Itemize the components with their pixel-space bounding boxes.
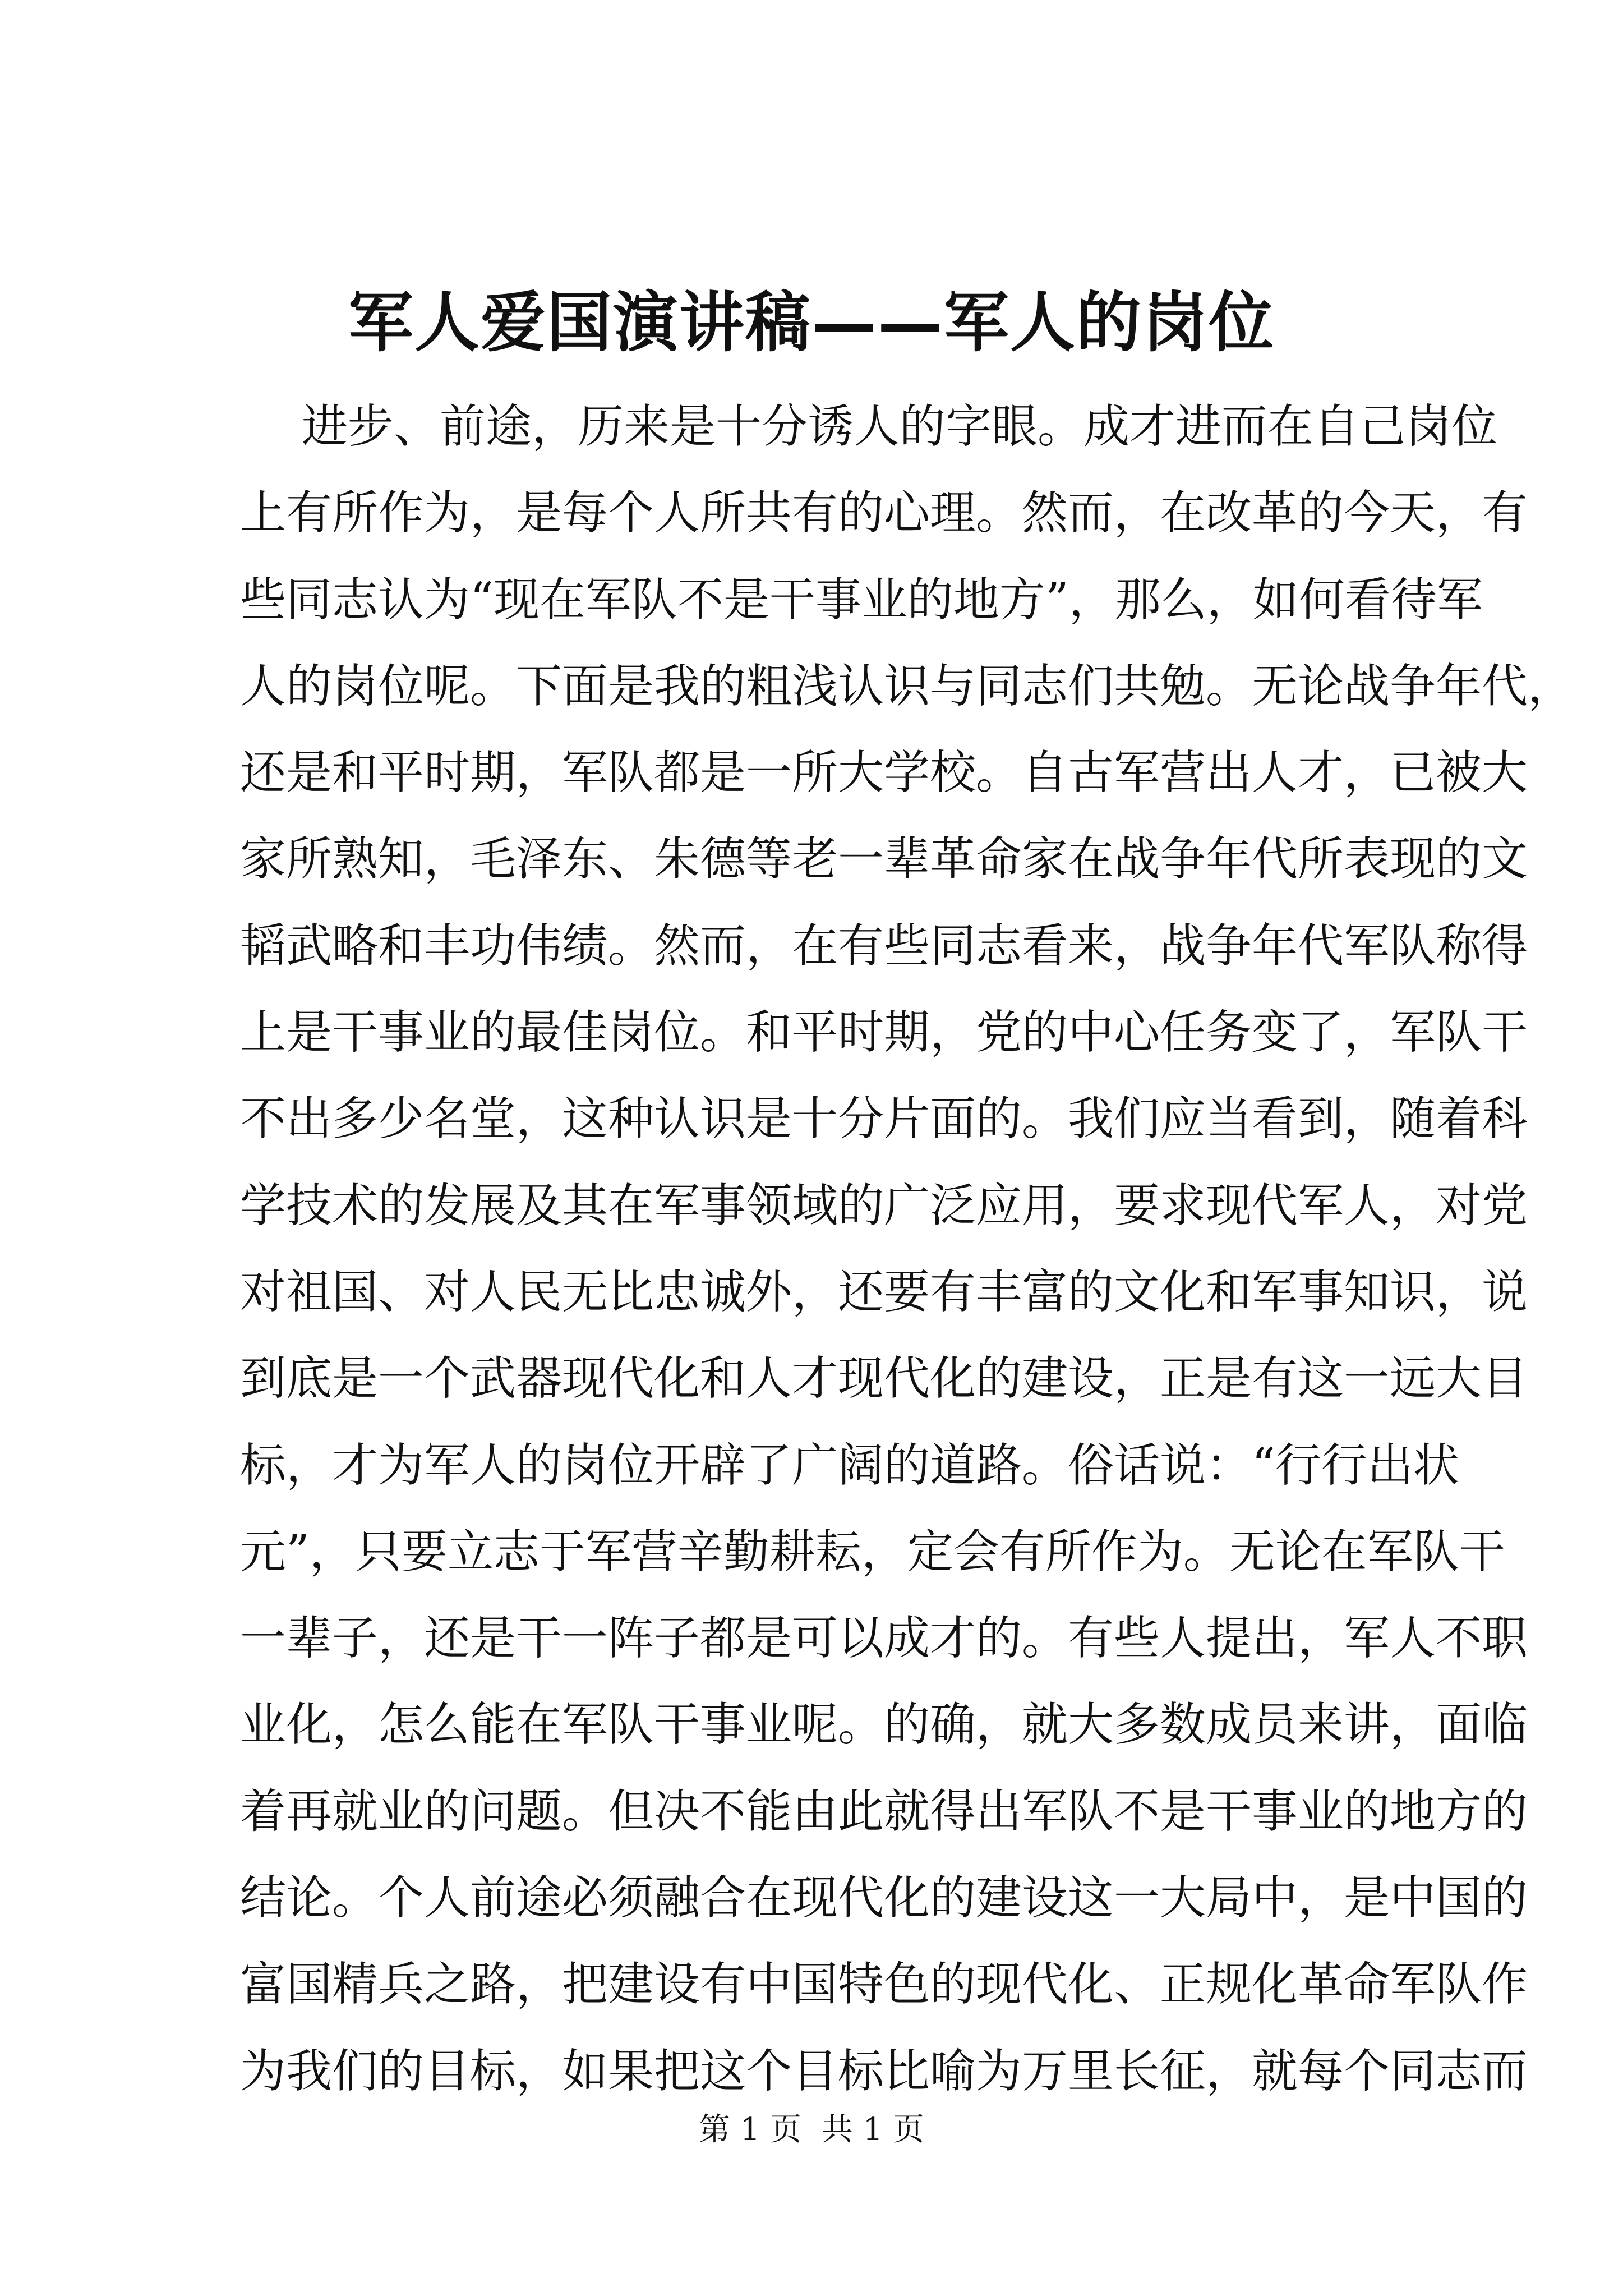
- body-line: 不出多少名堂，这种认识是十分片面的。我们应当看到，随着科: [240, 1092, 1528, 1146]
- body-line: 人的岗位呢。下面是我的粗浅认识与同志们共勉。无论战争年代，: [240, 659, 1574, 713]
- body-line: 学技术的发展及其在军事领域的广泛应用，要求现代军人，对党: [240, 1179, 1528, 1232]
- page-footer: 第 1 页 共 1 页: [698, 2111, 925, 2148]
- body-line: 富国精兵之路，把建设有中国特色的现代化、正规化革命军队作: [240, 1958, 1528, 2012]
- body-line: 韬武略和丰功伟绩。然而，在有些同志看来，战争年代军队称得: [240, 919, 1528, 973]
- body-line: 业化，怎么能在军队干事业呢。的确，就大多数成员来讲，面临: [240, 1698, 1528, 1752]
- body-line: 对祖国、对人民无比忠诚外，还要有丰富的文化和军事知识，说: [240, 1265, 1528, 1319]
- body-line: 为我们的目标，如果把这个目标比喻为万里长征，就每个同志而: [240, 2044, 1528, 2098]
- document-title: 军人爱国演讲稿——军人的岗位: [348, 284, 1275, 361]
- body-line: 标，才为军人的岗位开辟了广阔的道路。俗话说：“行行出状: [240, 1438, 1459, 1492]
- body-line: 一辈子，还是干一阵子都是可以成才的。有些人提出，军人不职: [240, 1612, 1528, 1665]
- body-line: 到底是一个武器现代化和人才现代化的建设，正是有这一远大目: [240, 1352, 1528, 1406]
- body-line: 进步、前途，历来是十分诱人的字眼。成才进而在自己岗位: [302, 400, 1498, 453]
- body-line: 家所熟知，毛泽东、朱德等老一辈革命家在战争年代所表现的文: [240, 832, 1528, 886]
- body-line: 些同志认为“现在军队不是干事业的地方”，那么，如何看待军: [240, 573, 1483, 627]
- body-line: 上是干事业的最佳岗位。和平时期，党的中心任务变了，军队干: [240, 1006, 1528, 1060]
- body-line: 上有所作为，是每个人所共有的心理。然而，在改革的今天，有: [240, 486, 1528, 540]
- body-line: 结论。个人前途必须融合在现代化的建设这一大局中，是中国的: [240, 1871, 1528, 1925]
- body-line: 着再就业的问题。但决不能由此就得出军队不是干事业的地方的: [240, 1784, 1528, 1838]
- body-line: 元”，只要立志于军营辛勤耕耘，定会有所作为。无论在军队干: [240, 1525, 1505, 1579]
- document-body: [240, 384, 1574, 2115]
- body-line: 还是和平时期，军队都是一所大学校。自古军营出人才，已被大: [240, 746, 1528, 800]
